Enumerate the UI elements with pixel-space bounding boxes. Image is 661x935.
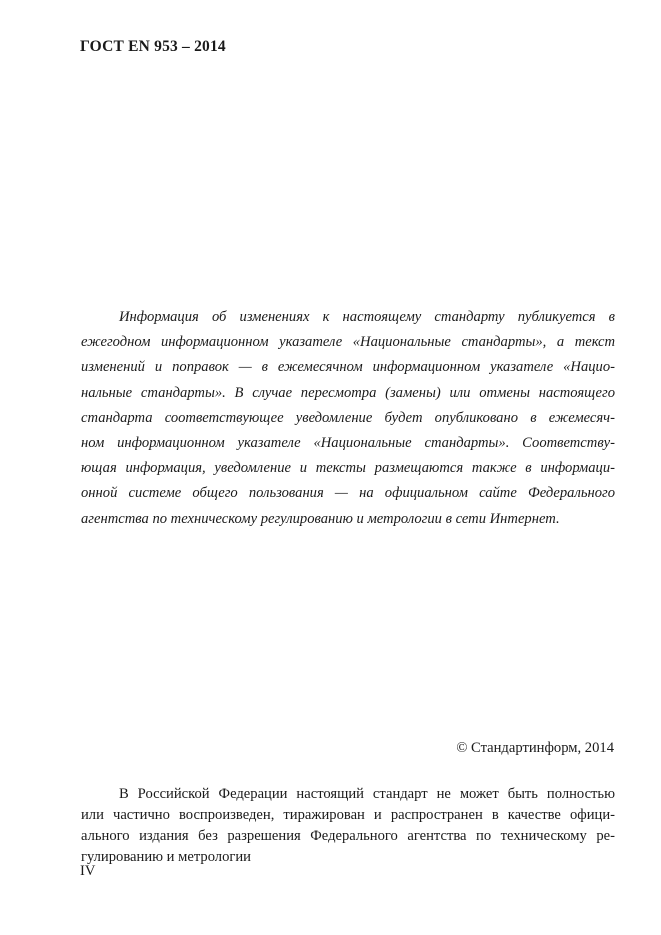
page-number [80,863,95,880]
info-paragraph [81,305,615,532]
document-header [80,38,226,56]
info-line: изменений и поправок — в ежемесячном информационном указателе «Нацио- [81,359,615,376]
notice-line: или частично воспроизведен, тиражирован и распространен в качестве офици- [81,807,615,823]
copyright-text: © Стандартинформ, 2014 [456,740,614,756]
info-line: онной системе общего пользования — на официальном сайте Федерального [81,485,615,502]
info-line: Информация об изменениях к настоящему стандарту публикуется в [119,309,615,325]
info-line: нальные стандарты». В случае пересмотра (замены) или отмены настоящего [81,384,615,401]
info-line: ном информационном указателе «Национальные стандарты». Соответству- [81,435,615,452]
info-line: ежегодном информационном указателе «Национальные стандарты», а текст [81,334,615,351]
notice-line: гулированию и метрологии [81,849,251,865]
page-number-text: IV [80,863,96,879]
standard-code: ГОСТ EN 953 – 2014 [80,38,226,55]
notice-line: В Российской Федерации настоящий стандарт не может быть полностью [119,786,615,802]
reproduction-notice [81,784,615,868]
info-line: стандарта соответствующее уведомление будет опубликовано в ежемесяч- [81,409,615,426]
notice-line: ального издания без разрешения Федерального агентства по техническому ре- [81,828,615,844]
info-line: агентства по техническому регулированию и метрологии в сети Интернет. [81,510,560,527]
copyright-notice [456,740,614,757]
info-line: ющая информация, уведомление и тексты размещаются также в информаци- [81,460,615,477]
